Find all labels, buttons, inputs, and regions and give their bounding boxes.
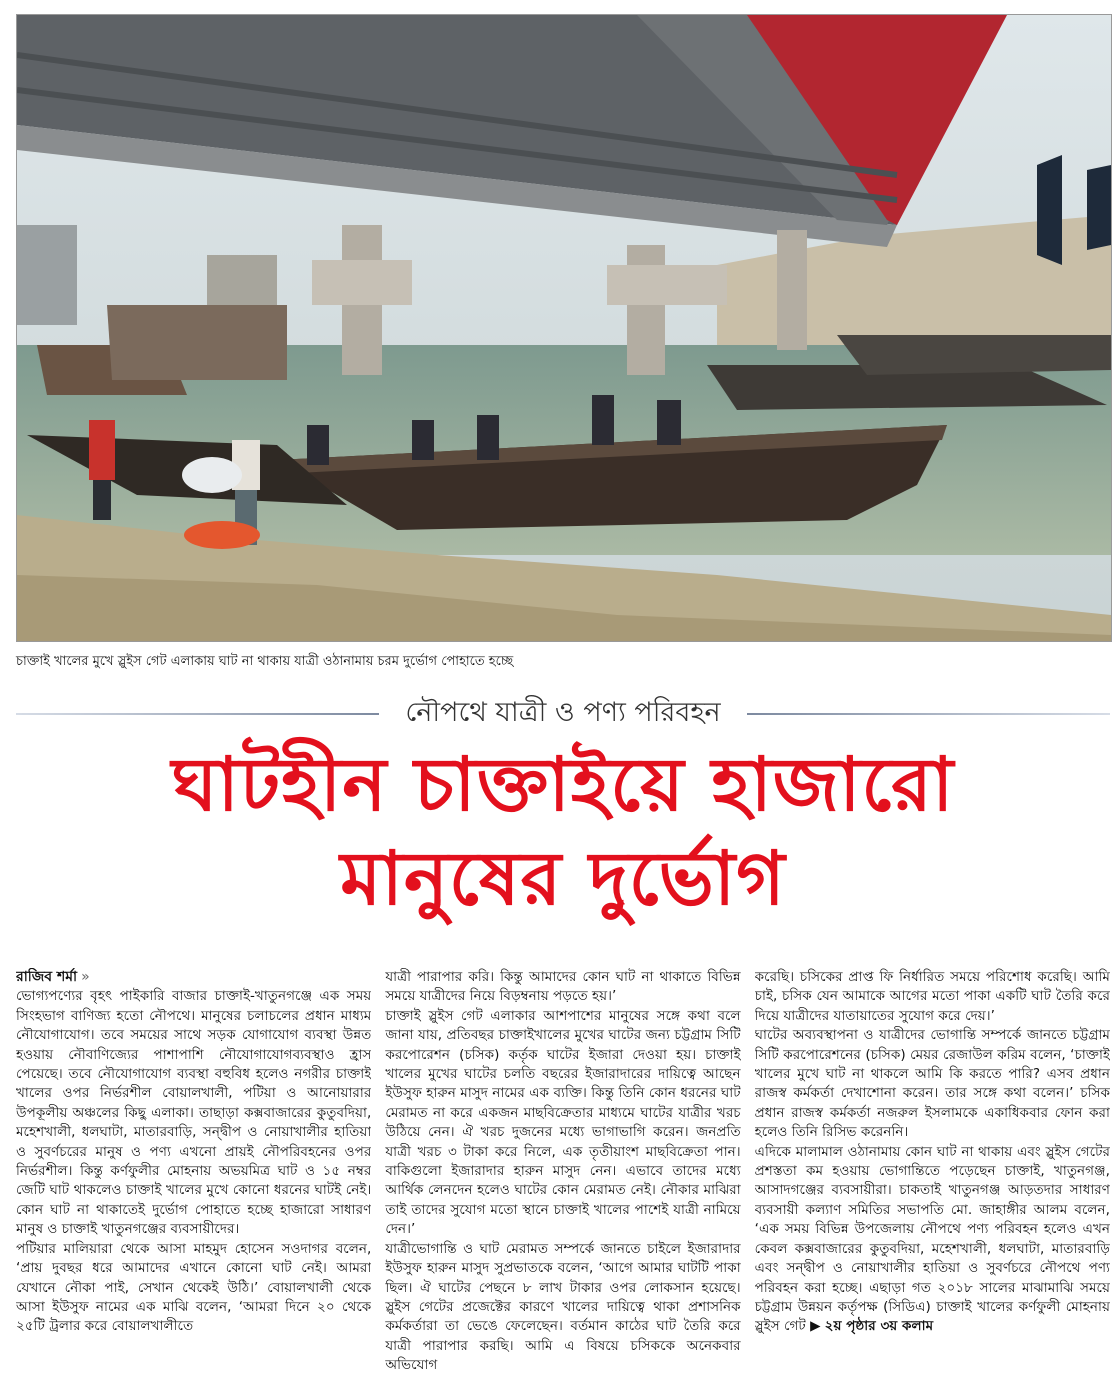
continuation-link[interactable]: [810, 1318, 933, 1334]
headline-line-1: ঘাটহীন চাক্তাইয়ে হাজারো: [171, 742, 955, 828]
paragraph: [755, 1143, 1110, 1337]
photo-bridge-boats-icon: [17, 15, 1111, 641]
paragraph-text: এদিকে মালামাল ওঠানামায় কোন ঘাট না থাকায় এবং স্লুইস গেটের প্রশস্ততা কম হওয়ায় ভোগান্তিতে পড়েছেন চাক্তাই, খাতুনগঞ্জ, আসাদগঞ্জের ব্যবসায়ীরা। চাকতাই খাতুনগঞ্জ আড়তদার সাধারণ ব্যবসায়ী কল্যাণ সমিতির সভাপতি মো. জাহাঙ্গীর আলম বলেন, ‘এক সময় বিভিন্ন উপজেলায় নৌপথে পণ্য পরিবহন হলেও এখন কেবল কক্সবাজারের কুতুবদিয়া, মহেশখালী, ধলঘাটা, মাতারবাড়ি এবং সন্দ্বীপ ও নোয়াখালীর হাতিয়া ও সুবর্ণচরে নৌপথে পণ্য পরিবহন করা হচ্ছে। এছাড়া গত ২০১৮ সালের মাঝামাঝি সময়ে চট্টগ্রাম উন্নয়ন কর্তৃপক্ষ (সিডিএ) চাক্তাই খালের কর্ণফুলী মোহনায় স্লুইস গেট: [754, 1143, 1110, 1335]
paragraph: ভোগ্যপণ্যের বৃহৎ পাইকারি বাজার চাক্তাই-খাতুনগঞ্জে এক সময় সিংহভাগ বাণিজ্য হতো নৌপথে। মানুষের চলাচলের প্রধান মাধ্যম নৌযোগাযোগ। তবে সময়ের সাথে সড়ক যোগাযোগ ব্যবস্থা উন্নত হওয়ায় নৌবাণিজ্যের পাশাপাশি নৌযোগাযোগব্যবস্থাও হ্রাস পেয়েছে। তবে নৌযোগাযোগ ব্যবস্থা বহুবিধ হলেও নগরীর চাক্তাই খালের ওপর নির্ভরশীল বোয়ালখালী, পটিয়া ও আনোয়ারার উপকূলীয় অঞ্চলের কিছু এলাকা। তাছাড়া কক্সবাজারের কুতুবদিয়া, মহেশখালী, ধলঘাটা, মাতারবাড়ি, সন্দ্বীপ ও নোয়াখালীর হাতিয়া ও সুবর্ণচরের মানুষ ও পণ্য এখনো প্রায়ই নৌপরিবহনের ওপর নির্ভরশীল। কিন্তু কর্ণফুলীর মোহনায় অভয়মিত্র ঘাট ও ১৫ নম্বর জেটি ঘাট থাকলেও চাক্তাই খালের মুখে কোনো ধরনের ঘাটই নেই। কোন ঘাট না থাকাতেই দুর্ভোগ পোহাতে হচ্ছে হাজারো সাধারণ মানুষ ও চাক্তাই খাতুনগঞ্জের ব্যবসায়ীদের।: [16, 988, 372, 1238]
kicker: নৌপথে যাত্রী ও পণ্য পরিবহন: [405, 696, 721, 728]
article-column-1: [16, 968, 371, 1388]
continuation-label: ২য় পৃষ্ঠার ৩য় কলাম: [824, 1318, 934, 1335]
article-column-2: [385, 968, 740, 1388]
headline: [16, 738, 1110, 926]
chevron-right-icon: »: [81, 969, 90, 985]
article-body: [16, 968, 1110, 1388]
paragraph: পটিয়ার মালিয়ারা থেকে আসা মাহমুদ হোসেন সওদাগর বলেন, ‘প্রায় দুবছর ধরে আমাদের এখানে কোনো ঘাট নেই। আমরা যেখানে নৌকা পাই, সেখান থেকেই উঠি।’ বোয়ালখালী থেকে আসা ইউসুফ নামের এক মাঝি বলেন, ‘আমরা দিনে ২০ থেকে ২৫টি ট্রলার করে বোয়ালখালীতে: [16, 1240, 372, 1335]
headline-line-2: মানুষের দুর্ভোগ: [340, 836, 786, 922]
paragraph: ঘাটের অব্যবস্থাপনা ও যাত্রীদের ভোগান্তি সম্পর্কে জানতে চট্টগ্রাম সিটি করপোরেশনের (চসিক) মেয়র রেজাউল করিম বলেন, ‘চাক্তাই খালের মুখে ঘাট না থাকলে আমি কি করতে পারি? এসব প্রধান রাজস্ব কর্মকর্তা দেখাশোনা করেন। তার সঙ্গে কথা বলেন।’ চসিক প্রধান রাজস্ব কর্মকর্তা নজরুল ইসলামকে একাধিকবার ফোন করা হলেও তিনি রিসিভ করেননি।: [754, 1027, 1110, 1141]
paragraph: করেছি। চসিকের প্রাপ্ত ফি নির্ধারিত সময়ে পরিশোধ করেছি। আমি চাই, চসিক যেন আমাকে আগের মতো পাকা একটি ঘাট তৈরি করে দিয়ে যাত্রীদের যাতায়াতের সুযোগ করে দেয়।’: [754, 969, 1110, 1024]
byline-name: রাজিব শর্মা: [16, 969, 78, 985]
paragraph: যাত্রীভোগান্তি ও ঘাট মেরামত সম্পর্কে জানতে চাইলে ইজারাদার ইউসুফ হারুন মাসুদ সুপ্রভাতকে বলেন, ‘আগে আমার ঘাটটি পাকা ছিল। ঐ ঘাটের পেছনে ৮ লাখ টাকার ওপর লোকসান হয়েছে। স্লুইস গেটের প্রজেক্টের কারণে খালের দায়িত্বে থাকা প্রশাসনিক কর্মকর্তারা তা ভেঙে ফেলেছেন। বর্তমান কাঠের ঘাট তৈরি করে যাত্রী পারাপার করছি। আমি এ বিষয়ে চসিককে অনেকবার অভিযোগ: [385, 1240, 741, 1374]
article-column-3: [755, 968, 1110, 1388]
photo-caption: চাক্তাই খালের মুখে স্লুইস গেট এলাকায় ঘাট না থাকায় যাত্রী ওঠানামায় চরম দুর্ভোগ পোহাতে হচ্ছে: [16, 654, 514, 669]
byline: [16, 968, 371, 987]
kicker-row: [16, 694, 1110, 734]
kicker-rule-right: [747, 713, 1110, 715]
triangle-right-icon: ▶: [810, 1318, 821, 1335]
paragraph: যাত্রী পারাপার করি। কিন্তু আমাদের কোন ঘাট না থাকাতে বিভিন্ন সময়ে যাত্রীদের নিয়ে বিড়ম্বনায় পড়তে হয়।’: [385, 969, 741, 1005]
kicker-rule-left: [16, 713, 379, 715]
news-photo: [16, 14, 1112, 642]
paragraph: চাক্তাই স্লুইস গেট এলাকার আশপাশের মানুষের সঙ্গে কথা বলে জানা যায়, প্রতিবছর চাক্তাইখালের মুখের ঘাটের জন্য চট্টগ্রাম সিটি করপোরেশন (চসিক) কর্তৃক ঘাটের ইজারা দেওয়া হয়। চাক্তাই খালের মুখের ঘাটের চলতি বছরের ইজারাদারের দায়িত্বে আছেন ইউসুফ হারুন মাসুদ নামের এক ব্যক্তি। কিন্তু তিনি কোন ধরনের ঘাট মেরামত না করে একজন মাছবিক্রেতার মাধ্যমে ঘাটের যাত্রীর খরচ উঠিয়ে নেন। ঐ খরচ দুজনের মধ্যে ভাগাভাগি করেন। জনপ্রতি যাত্রী খরচ ৩ টাকা করে নিলে, এক তৃতীয়াংশ মাছবিক্রেতা পান। বাকিগুলো ইজারাদার হারুন মাসুদ নেন। এভাবে তাদের মধ্যে আর্থিক লেনদেন হলেও ঘাটের কোন মেরামত নেই। নৌকার মাঝিরা তাই তাদের সুযোগ মতো স্থানে চাক্তাই খালের পাশেই যাত্রী নামিয়ে দেন।’: [385, 1007, 741, 1238]
